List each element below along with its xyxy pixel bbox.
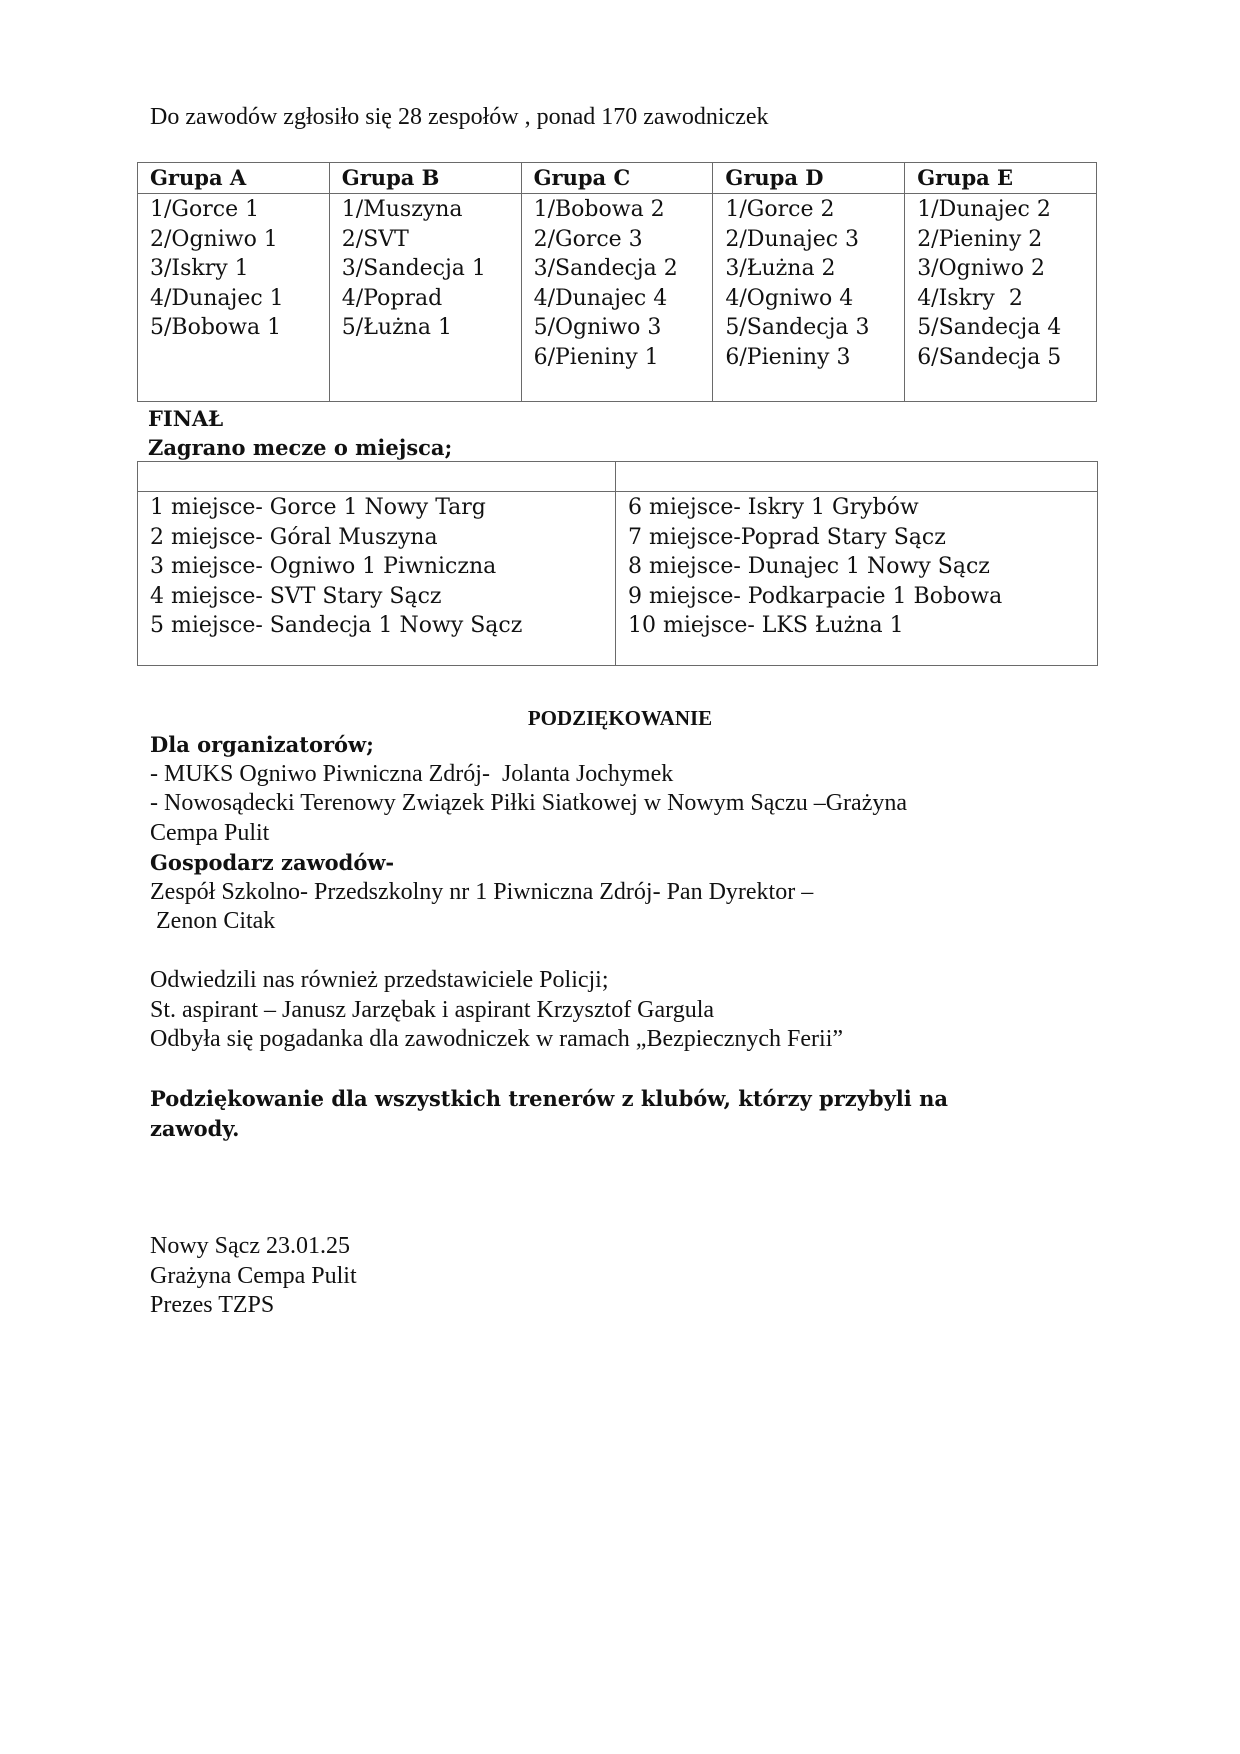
group-e-cell [905,194,1097,402]
placements-header-row [138,462,1098,492]
team-entry: 4/Dunajec 1 [150,285,284,311]
groups-header-row [138,163,1097,194]
team-entry: 5/Ogniwo 3 [533,315,662,340]
spacer [150,937,948,967]
placements-left-cell [138,492,616,666]
team-entry: 5/Łużna 1 [341,315,452,340]
group-header: Grupa D [713,163,905,194]
group-header: Grupa C [521,163,713,194]
team-entry: 5/Sandecja 3 [725,315,870,340]
organizer-line: - MUKS Ogniwo Piwniczna Zdrój- Jolanta Jochymek [150,760,674,787]
team-entry: 5/Bobowa 1 [150,315,282,340]
host-label: Gospodarz zawodów- [150,850,395,875]
host-line: Zenon Citak [150,908,276,934]
host-line: Zespół Szkolno- Przedszkolny nr 1 Piwniczna Zdrój- Pan Dyrektor – [150,878,814,905]
team-entry: 2/SVT [341,226,409,252]
place-date: Nowy Sącz 23.01.25 [150,1233,350,1259]
group-header: Grupa B [329,163,521,194]
spacer [150,1055,948,1085]
placement-entry: 8 miejsce- Dunajec 1 Nowy Sącz [628,554,990,579]
team-entry: 1/Gorce 2 [725,197,835,222]
group-header: Grupa A [138,163,330,194]
coaches-thanks-line: zawody. [150,1115,240,1141]
group-header: Grupa E [905,163,1097,194]
team-entry: 6/Sandecja 5 [917,344,1062,370]
intro-text: Do zawodów zgłosiło się 28 zespołów , ponad 170 zawodniczek [150,104,769,130]
team-entry: 3/Łużna 2 [725,256,836,281]
placement-entry: 4 miejsce- SVT Stary Sącz [150,583,442,609]
group-b-cell [329,194,521,402]
placement-entry: 2 miejsce- Góral Muszyna [150,524,438,550]
placements-empty-header [616,462,1098,492]
team-entry: 2/Pieniny 2 [917,226,1043,252]
team-entry: 3/Sandecja 1 [341,256,486,281]
police-line: Odbyła się pogadanka dla zawodniczek w ramach „Bezpiecznych Ferii” [150,1026,844,1052]
team-entry: 1/Gorce 1 [150,197,260,222]
placement-entry: 10 miejsce- LKS Łużna 1 [628,613,904,638]
team-entry: 1/Dunajec 2 [917,197,1051,222]
group-a-cell [138,194,330,402]
police-line: St. aspirant – Janusz Jarzębak i aspirant Krzysztof Gargula [150,996,715,1023]
team-entry: 4/Iskry 2 [917,285,1023,311]
thanks-body [150,730,948,1143]
placement-entry: 1 miejsce- Gorce 1 Nowy Targ [150,495,486,520]
team-entry: 2/Gorce 3 [533,226,643,252]
team-entry: 1/Bobowa 2 [533,197,665,222]
placement-entry: 5 miejsce- Sandecja 1 Nowy Sącz [150,613,523,638]
team-entry: 3/Sandecja 2 [533,256,678,281]
groups-table [137,162,1097,402]
team-entry: 3/Iskry 1 [150,256,249,281]
team-entry: 5/Sandecja 4 [917,315,1062,340]
placements-empty-header [138,462,616,492]
thanks-heading: PODZIĘKOWANIE [527,706,713,730]
placement-entry: 9 miejsce- Podkarpacie 1 Bobowa [628,583,1003,609]
groups-body-row [138,194,1097,402]
team-entry: 2/Dunajec 3 [725,226,860,252]
team-entry: 3/Ogniwo 2 [917,256,1045,281]
placements-table [137,461,1098,666]
final-subtitle: Zagrano mecze o miejsca; [148,435,453,460]
police-line: Odwiedzili nas również przedstawiciele Policji; [150,967,609,993]
signatory-name: Grażyna Cempa Pulit [150,1262,357,1289]
team-entry: 4/Dunajec 4 [533,285,668,311]
team-entry: 4/Poprad [341,285,443,311]
coaches-thanks-line: Podziękowanie dla wszystkich trenerów z klubów, którzy przybyli na [150,1086,948,1111]
placement-entry: 7 miejsce-Poprad Stary Sącz [628,524,946,550]
team-entry: 2/Ogniwo 1 [150,226,278,252]
placement-entry: 6 miejsce- Iskry 1 Grybów [628,495,919,520]
team-entry: 1/Muszyna [341,197,463,222]
organizers-label: Dla organizatorów; [150,732,374,757]
organizer-line: Cempa Pulit [150,819,270,846]
team-entry: 6/Pieniny 1 [533,344,659,370]
signature-block [150,1232,357,1321]
placements-right-cell [616,492,1098,666]
team-entry: 4/Ogniwo 4 [725,285,854,311]
organizer-line: - Nowosądecki Terenowy Związek Piłki Siatkowej w Nowym Sączu –Grażyna [150,790,908,816]
placements-body-row [138,492,1098,666]
group-c-cell [521,194,713,402]
placement-entry: 3 miejsce- Ogniwo 1 Piwniczna [150,554,497,579]
group-d-cell [713,194,905,402]
final-title: FINAŁ [148,406,224,431]
signatory-role: Prezes TZPS [150,1292,275,1318]
team-entry: 6/Pieniny 3 [725,344,851,370]
